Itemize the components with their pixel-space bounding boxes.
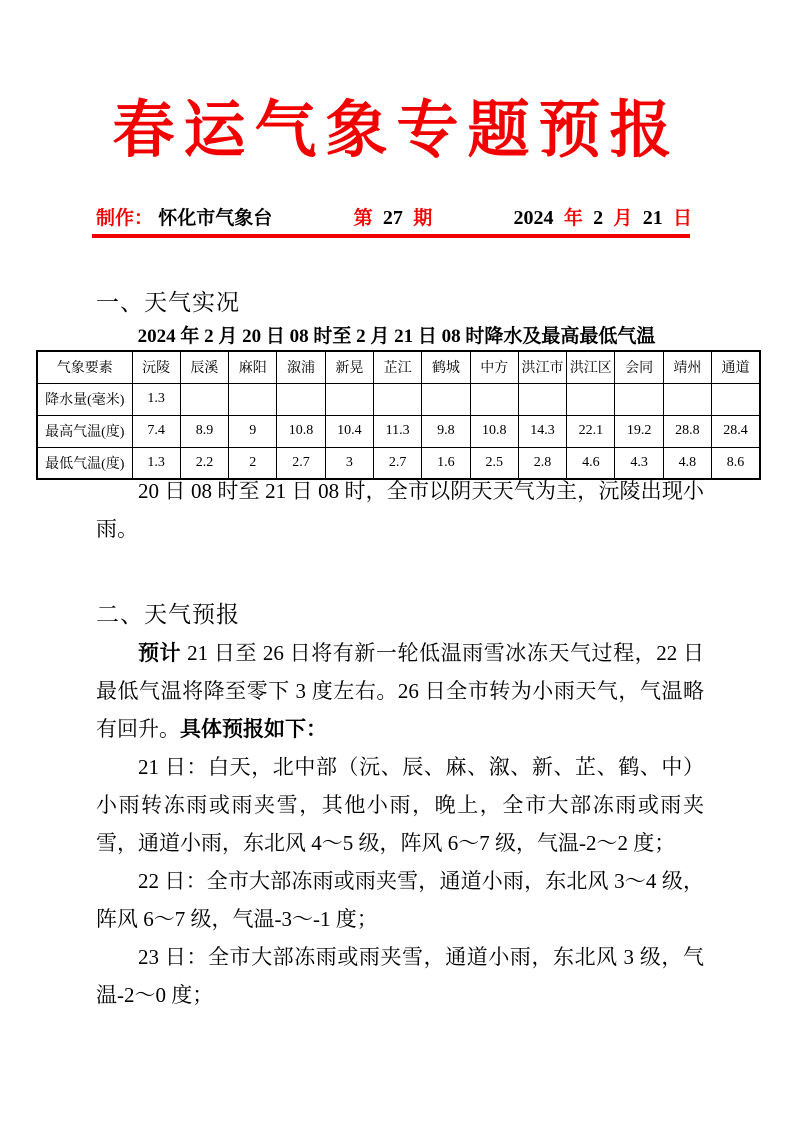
forecast-summary-lead: 预计 — [138, 641, 182, 665]
table-cell — [325, 383, 373, 415]
table-cell: 19.2 — [615, 415, 663, 447]
table-cell — [615, 383, 663, 415]
column-header-station: 辰溪 — [180, 351, 228, 383]
issue-suffix: 期 — [413, 208, 433, 229]
table-cell: 1.3 — [132, 383, 180, 415]
forecast-day-21: 21 日：白天，北中部（沅、辰、麻、溆、新、芷、鹤、中）小雨转冻雨或雨夹雪，其他小雨，晚上，全市大部冻雨或雨夹雪，通道小雨，东北风 4～5 级，阵风 6～7 级，气温-2～2 度； — [96, 755, 704, 855]
table-cell — [567, 383, 615, 415]
table-cell: 28.4 — [712, 415, 760, 447]
table-cell: 7.4 — [132, 415, 180, 447]
section1-heading: 一、天气实况 — [96, 289, 240, 315]
forecast-summary-body: 21 日至 26 日将有新一轮低温雨雪冰冻天气过程，22 日最低气温将降至零下 3 度左右。26 日全市转为小雨天气，气温略有回升。 — [96, 641, 705, 741]
table-cell — [712, 383, 760, 415]
table-cell: 9.8 — [422, 415, 470, 447]
table-row — [37, 415, 760, 447]
table-cell: 10.4 — [325, 415, 373, 447]
table-cell — [470, 383, 518, 415]
section2-heading: 二、天气预报 — [96, 601, 240, 627]
table-cell: 2 — [229, 447, 277, 479]
table-cell: 8.9 — [180, 415, 228, 447]
column-header-station: 溆浦 — [277, 351, 325, 383]
table-cell: 4.6 — [567, 447, 615, 479]
date-month-unit: 月 — [613, 208, 633, 229]
weather-actual-text — [96, 472, 704, 548]
row-label: 降水量(毫米) — [37, 383, 132, 415]
table-cell: 2.5 — [470, 447, 518, 479]
table-cell: 14.3 — [518, 415, 566, 447]
forecast-day-22: 22 日：全市大部冻雨或雨夹雪，通道小雨，东北风 3～4 级，阵风 6～7 级，气温-3～-1 度； — [96, 869, 704, 931]
weather-table-caption: 2024 年 2 月 20 日 08 时至 2 月 21 日 08 时降水及最高最低气温 — [137, 326, 656, 347]
table-cell — [663, 383, 711, 415]
table-header-row — [37, 351, 760, 383]
column-header-station: 新晃 — [325, 351, 373, 383]
issue-number-value: 27 — [382, 207, 403, 229]
table-cell — [180, 383, 228, 415]
table-cell: 11.3 — [373, 415, 421, 447]
column-header-station: 沅陵 — [132, 351, 180, 383]
table-cell: 9 — [229, 415, 277, 447]
table-cell — [422, 383, 470, 415]
issue-prefix: 第 — [353, 208, 373, 229]
table-cell: 22.1 — [567, 415, 615, 447]
forecast-text — [96, 634, 704, 1014]
weather-actual-paragraph: 20 日 08 时至 21 日 08 时，全市以阴天天气为主，沅陵出现小雨。 — [96, 479, 704, 541]
column-header-station: 通道 — [712, 351, 760, 383]
producer — [96, 203, 272, 230]
issue-number — [354, 203, 433, 230]
column-header-station: 中方 — [470, 351, 518, 383]
date-day: 21 — [642, 207, 663, 229]
forecast-summary-paragraph — [96, 634, 704, 748]
forecast-day-23: 23 日：全市大部冻雨或雨夹雪，通道小雨，东北风 3 级，气温-2～0 度； — [96, 945, 704, 1007]
column-header-station: 靖州 — [663, 351, 711, 383]
table-cell — [373, 383, 421, 415]
row-label: 最低气温(度) — [37, 447, 132, 479]
producer-name: 怀化市气象台 — [158, 208, 273, 229]
date-year: 2024 — [513, 207, 554, 229]
table-cell: 8.6 — [712, 447, 760, 479]
column-header-station: 会同 — [615, 351, 663, 383]
column-header-station: 洪江区 — [567, 351, 615, 383]
date-year-unit: 年 — [563, 208, 583, 229]
doc-title: 春运气象专题预报 — [112, 93, 681, 166]
table-cell: 10.8 — [470, 415, 518, 447]
column-header-station: 洪江市 — [518, 351, 566, 383]
table-cell: 4.3 — [615, 447, 663, 479]
table-cell: 2.7 — [277, 447, 325, 479]
table-cell: 10.8 — [277, 415, 325, 447]
table-cell: 2.7 — [373, 447, 421, 479]
table-row — [37, 383, 760, 415]
table-cell: 3 — [325, 447, 373, 479]
weather-observation-table — [36, 350, 761, 480]
table-cell: 28.8 — [663, 415, 711, 447]
table-cell: 1.3 — [132, 447, 180, 479]
column-header-station: 芷江 — [373, 351, 421, 383]
table-cell: 4.8 — [663, 447, 711, 479]
issue-date — [514, 203, 692, 230]
forecast-summary-tail: 具体预报如下： — [180, 717, 327, 741]
row-label: 最高气温(度) — [37, 415, 132, 447]
producer-label: 制作： — [96, 208, 154, 229]
table-cell: 1.6 — [422, 447, 470, 479]
table-cell — [277, 383, 325, 415]
table-cell — [518, 383, 566, 415]
column-header-station: 鹤城 — [422, 351, 470, 383]
table-cell — [229, 383, 277, 415]
column-header-element: 气象要素 — [37, 351, 132, 383]
table-cell: 2.8 — [518, 447, 566, 479]
column-header-station: 麻阳 — [229, 351, 277, 383]
masthead-divider — [92, 234, 690, 238]
date-day-unit: 日 — [672, 208, 692, 229]
date-month: 2 — [593, 207, 604, 229]
table-cell: 2.2 — [180, 447, 228, 479]
masthead-meta-row — [96, 203, 692, 230]
